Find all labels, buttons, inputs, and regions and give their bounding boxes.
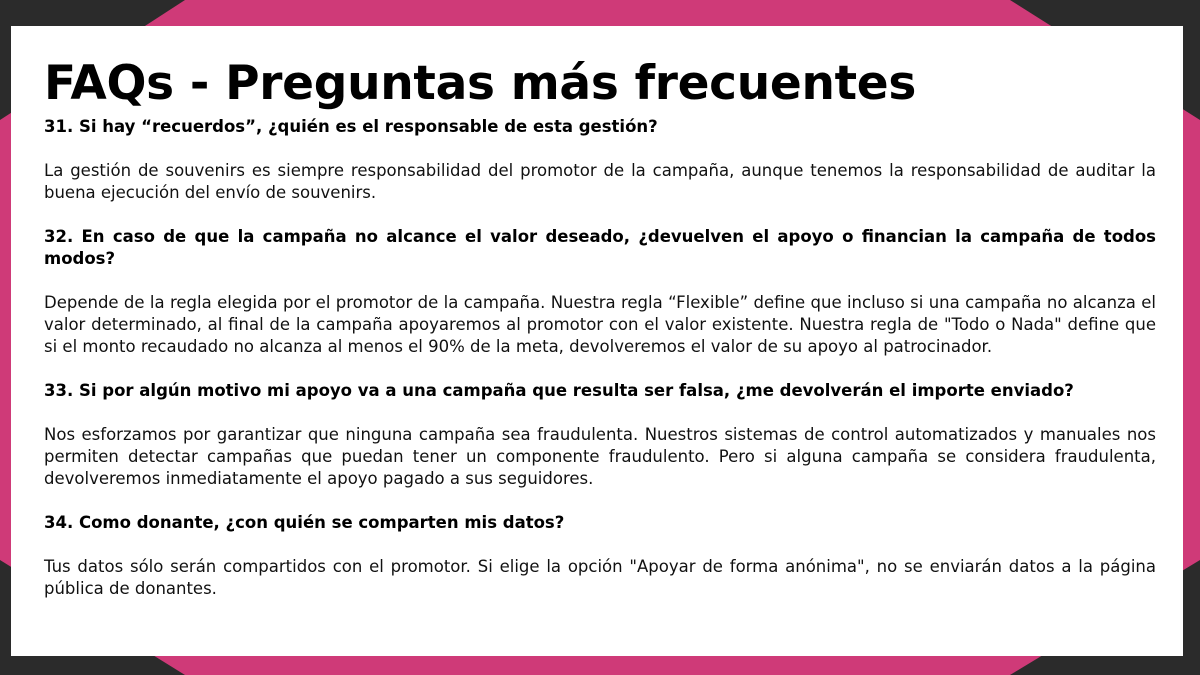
faq-question: 32. En caso de que la campaña no alcance el valor deseado, ¿devuelven el apoyo o financian la campaña de todos modos?	[44, 227, 1156, 269]
faq-question: 34. Como donante, ¿con quién se comparten mis datos?	[44, 513, 565, 533]
faq-answer: Nos esforzamos por garantizar que ninguna campaña sea fraudulenta. Nuestros sistemas de control automatizados y manuales nos permiten detectar campañas que puedan tener un componente fraudulento. Pero si alguna campaña se considera fraudulenta, devolveremos inmediatamente el apoyo pagado a sus seguidores.	[44, 425, 1156, 489]
faq-item	[44, 116, 1156, 204]
faq-answer: La gestión de souvenirs es siempre responsabilidad del promotor de la campaña, aunque tenemos la responsabilidad de auditar la buena ejecución del envío de souvenirs.	[44, 161, 1156, 203]
faq-item	[44, 226, 1156, 358]
faq-question: 33. Si por algún motivo mi apoyo va a una campaña que resulta ser falsa, ¿me devolverán el importe enviado?	[44, 381, 1074, 401]
faq-item	[44, 380, 1156, 490]
faq-item	[44, 512, 1156, 600]
faq-answer: Depende de la regla elegida por el promotor de la campaña. Nuestra regla “Flexible” define que incluso si una campaña no alcanza el valor determinado, al final de la campaña apoyaremos al promotor con el valor existente. Nuestra regla de "Todo o Nada" define que si el monto recaudado no alcanza al menos el 90% de la meta, devolveremos el valor de su apoyo al patrocinador.	[44, 293, 1156, 357]
faq-answer: Tus datos sólo serán compartidos con el promotor. Si elige la opción "Apoyar de forma anónima", no se enviarán datos a la página pública de donantes.	[44, 557, 1156, 599]
faq-list	[44, 116, 1156, 600]
faq-card	[11, 26, 1183, 656]
page-title: FAQs - Preguntas más frecuentes	[44, 56, 917, 111]
faq-question: 31. Si hay “recuerdos”, ¿quién es el responsable de esta gestión?	[44, 117, 658, 137]
